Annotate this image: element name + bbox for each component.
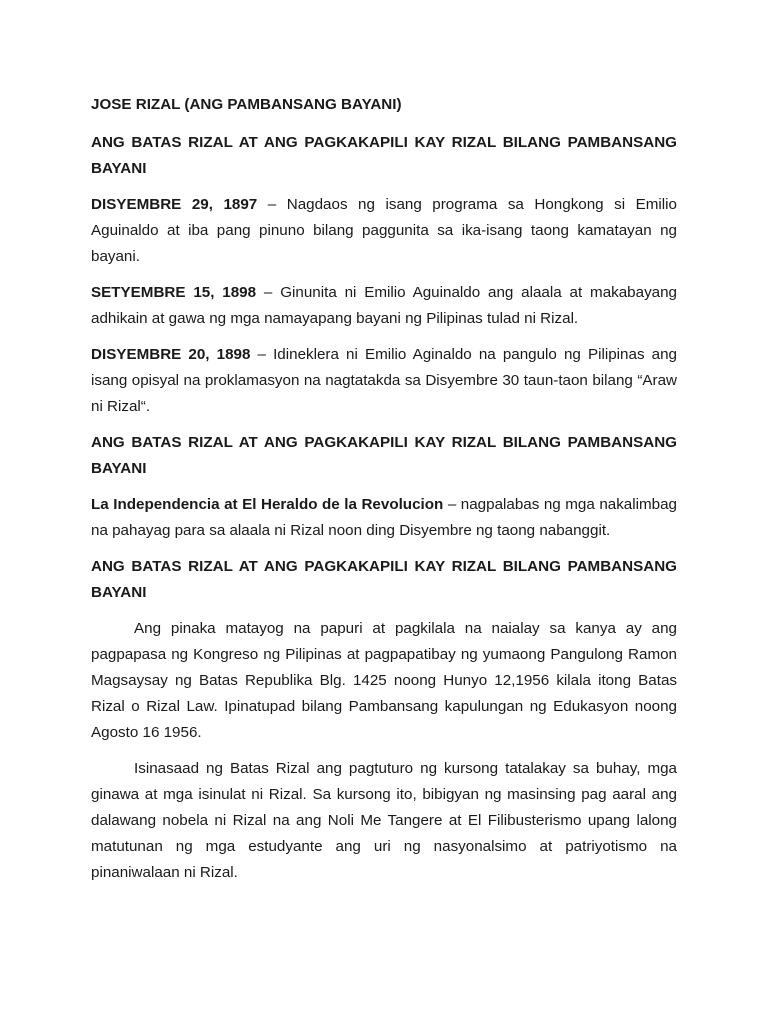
timeline-entry-1 (91, 192, 677, 270)
entry-text-3: – Idineklera ni Emilio Aginaldo na pangulo ng Pilipinas ang isang opisyal na proklamasyon na nagtatakda sa Disyembre 30 taun-taon bilang “Araw ni Rizal“. (91, 346, 677, 415)
entry-date-2: SETYEMBRE 15, 1898 (91, 284, 257, 301)
entry-date-1: DISYEMBRE 29, 1897 (91, 196, 258, 213)
timeline-entry-3 (91, 342, 677, 420)
timeline-entry-2 (91, 280, 677, 332)
document-title: JOSE RIZAL (ANG PAMBANSANG BAYANI) (91, 96, 402, 113)
newspaper-entry-text: – nagpalabas ng mga nakalimbag na pahayag para sa alaala ni Rizal noon ding Disyembre ng taong nabanggit. (91, 496, 677, 539)
section-heading-1: ANG BATAS RIZAL AT ANG PAGKAKAPILI KAY RIZAL BILANG PAMBANSANG BAYANI (91, 134, 677, 177)
entry-date-3: DISYEMBRE 20, 1898 (91, 346, 251, 363)
section-heading-2: ANG BATAS RIZAL AT ANG PAGKAKAPILI KAY RIZAL BILANG PAMBANSANG BAYANI (91, 434, 677, 477)
document-page (91, 92, 677, 896)
entry-text-1: – Nagdaos ng isang programa sa Hongkong si Emilio Aguinaldo at iba pang pinuno bilang paggunita sa ika-isang taong kamatayan ng bayani. (91, 196, 677, 265)
section-heading-3: ANG BATAS RIZAL AT ANG PAGKAKAPILI KAY RIZAL BILANG PAMBANSANG BAYANI (91, 558, 677, 601)
entry-text-2: – Ginunita ni Emilio Aguinaldo ang alaala at makabayang adhikain at gawa ng mga namayapang bayani ng Pilipinas tulad ni Rizal. (91, 284, 678, 327)
body-paragraph-2: Isinasaad ng Batas Rizal ang pagtuturo ng kursong tatalakay sa buhay, mga ginawa at mga isinulat ni Rizal. Sa kursong ito, bibigyan ng masinsing pag aaral ang dalawang nobela ni Rizal na ang Noli Me Tangere at El Filibusterismo upang lalong matutunan ng mga estudyante ang uri ng nasyonalsimo at patriyotismo na pinaniwalaan ni Rizal. (91, 760, 677, 881)
body-paragraph-1: Ang pinaka matayog na papuri at pagkilala na naialay sa kanya ay ang pagpapasa ng Kongreso ng Pilipinas at pagpapatibay ng yumaong Pangulong Ramon Magsaysay ng Batas Republika Blg. 1425 noong Hunyo 12,1956 kilala itong Batas Rizal o Rizal Law. Ipinatupad bilang Pambansang kapulungan ng Edukasyon noong Agosto 16 1956. (91, 620, 677, 741)
newspaper-entry (91, 492, 677, 544)
newspaper-names: La Independencia at El Heraldo de la Revolucion (91, 496, 444, 513)
